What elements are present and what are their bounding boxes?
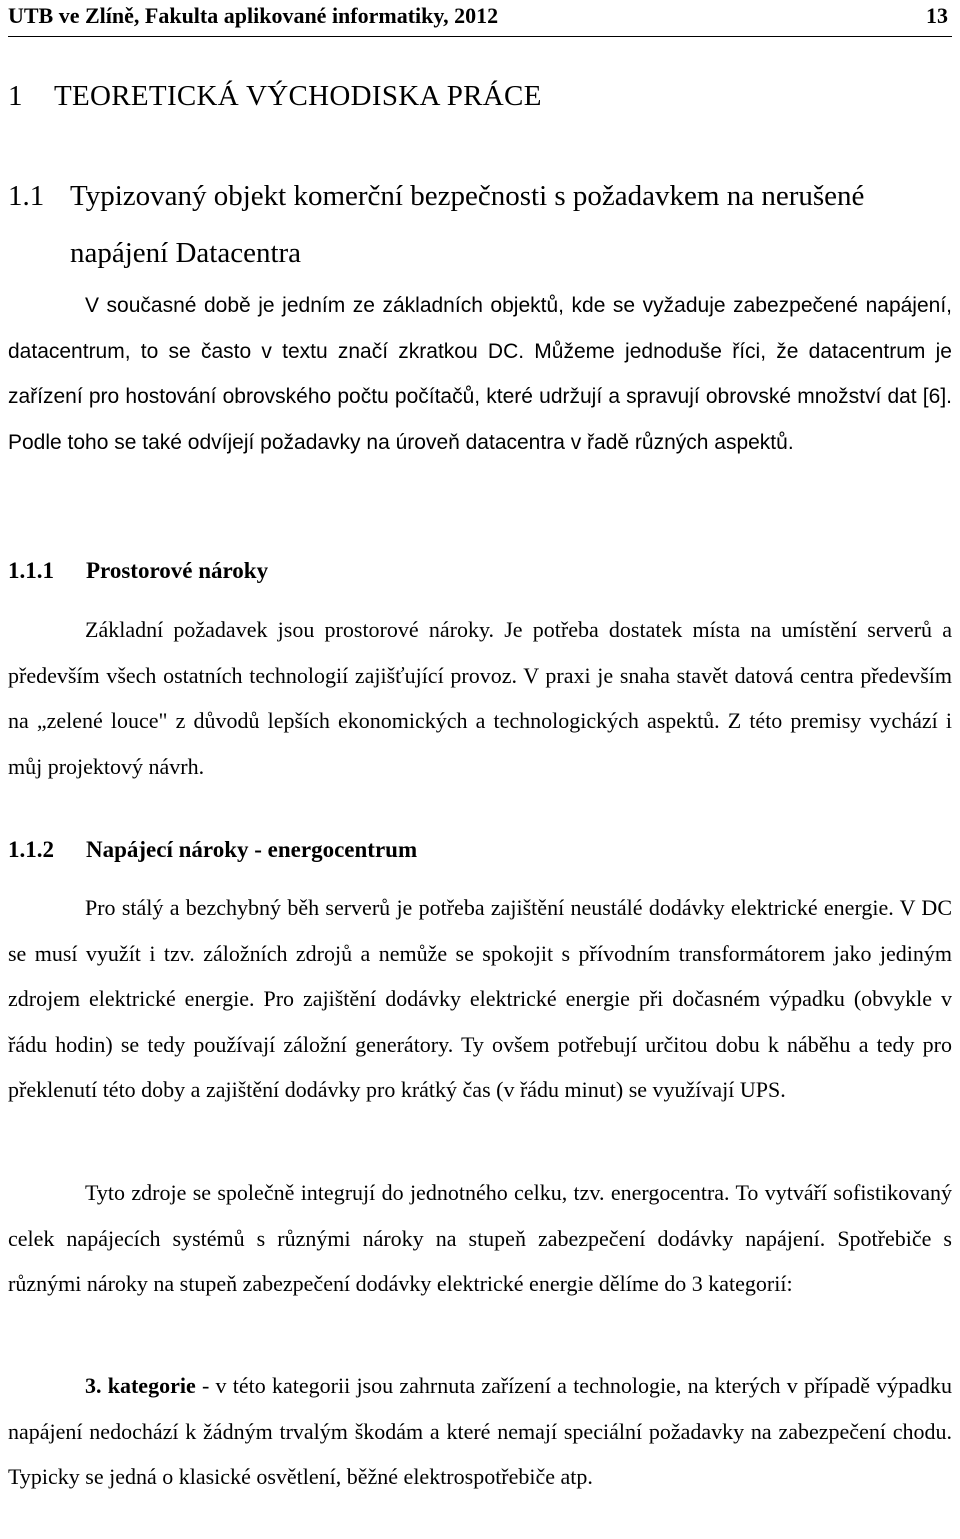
chapter-title: TEORETICKÁ VÝCHODISKA PRÁCE: [54, 80, 542, 112]
category-label: 3. kategorie: [85, 1373, 196, 1398]
running-header: [8, 0, 952, 37]
subsection-title-2: Napájecí nároky - energocentrum: [86, 837, 418, 862]
section-heading: [8, 168, 952, 282]
subsection-title-1: Prostorové nároky: [86, 558, 269, 583]
subsection-number-2: 1.1.2: [8, 837, 54, 862]
paragraph-category-3: [8, 1363, 952, 1500]
paragraph-space: [8, 607, 952, 789]
subsection-number-1: 1.1.1: [8, 558, 54, 583]
paragraph-space-text: Základní požadavek jsou prostorové nároky. Je potřeba dostatek místa na umístění serverů a především všech ostatních technologií zajišťující provoz. V praxi je snaha stavět datová centra především na „zelené louce" z důvodů lepších ekonomických a technologických aspektů. Z této premisy vychází i můj projektový návrh.: [8, 617, 952, 779]
paragraph-energocentrum-text: Tyto zdroje se společně integrují do jednotného celku, tzv. energocentra. To vytváří sofistikovaný celek napájecích systémů s různými nároky na stupeň zabezpečení dodávky napájení. Spotřebiče s různými nároky na stupeň zabezpečení dodávky elektrické energie dělíme do 3 kategorií:: [8, 1180, 952, 1296]
header-title: UTB ve Zlíně, Fakulta aplikované informatiky, 2012: [8, 3, 499, 28]
section-title-line1: Typizovaný objekt komerční bezpečnosti s požadavkem na nerušené: [70, 180, 865, 212]
paragraph-intro-text: V současné době je jedním ze základních objektů, kde se vyžaduje zabezpečené napájení, datacentrum, to se často v textu značí zkratkou DC. Můžeme jednoduše říci, že datacentrum je zařízení pro hostování obrovského počtu počítačů, které udržují a spravují obrovské množství dat [6]. Podle toho se také odvíjejí požadavky na úroveň datacentra v řadě různých aspektů.: [8, 294, 952, 454]
category-description: - v této kategorii jsou zahrnuta zařízení a technologie, na kterých v případě výpadku napájení nedochází k žádným trvalým škodám a které nemají speciální požadavky na zabezpečení chodu. Typicky se jedná o klasické osvětlení, běžné elektrospotřebiče atp.: [8, 1373, 953, 1489]
subsection-heading-2: [8, 837, 417, 863]
paragraph-intro: [8, 283, 952, 465]
section-number: 1.1: [8, 180, 45, 212]
paragraph-energocentrum: [8, 1170, 952, 1307]
chapter-number: 1: [8, 80, 23, 112]
page-number: 13: [926, 3, 948, 28]
section-title-line2: napájení Datacentra: [70, 237, 302, 269]
chapter-heading: [8, 80, 542, 113]
subsection-heading-1: [8, 558, 268, 584]
paragraph-power-text: Pro stálý a bezchybný běh serverů je potřeba zajištění neustálé dodávky elektrické energie. V DC se musí využít i tzv. záložních zdrojů a nemůže se spokojit s přívodním transformátorem jako jediným zdrojem elektrické energie. Pro zajištění dodávky elektrické energie při dočasném výpadku (obvykle v řádu hodin) se tedy používají záložní generátory. Ty ovšem potřebují určitou dobu k náběhu a tedy pro překlenutí této doby a zajištění dodávky pro krátký čas (v řádu minut) se využívají UPS.: [8, 895, 952, 1102]
paragraph-power: [8, 885, 952, 1113]
